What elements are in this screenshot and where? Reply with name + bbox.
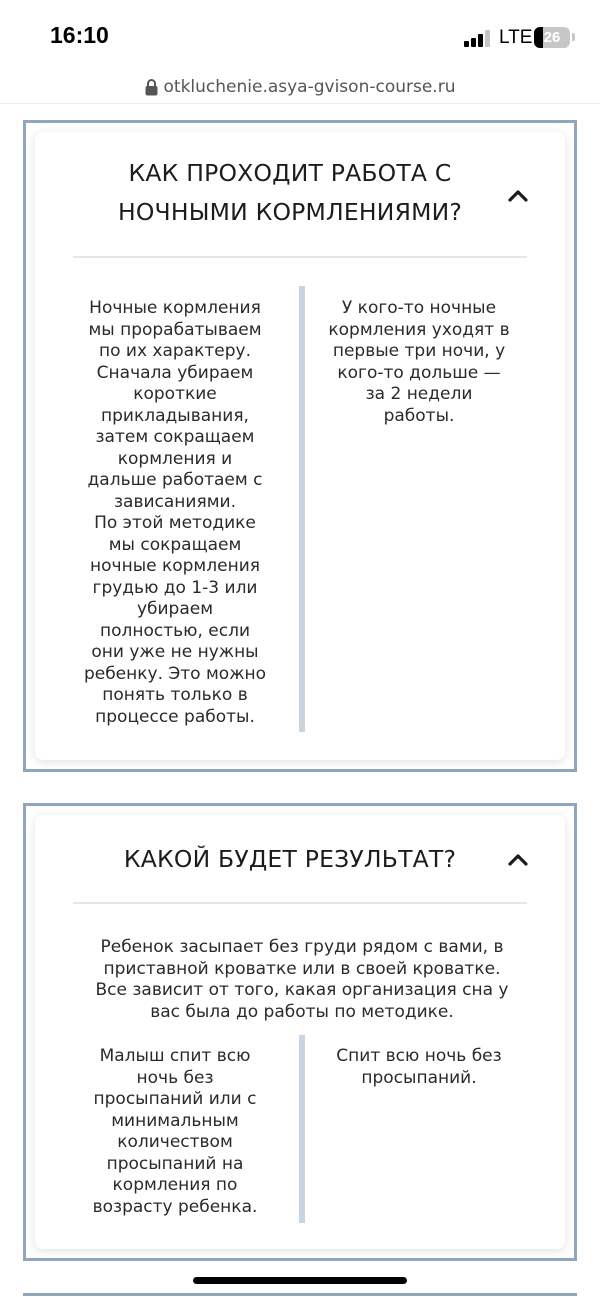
faq-title[interactable] (75, 154, 505, 232)
chevron-up-icon[interactable] (506, 187, 530, 203)
text-line: просыпаний. (361, 1067, 477, 1088)
faq-title-line: НОЧНЫМИ КОРМЛЕНИЯМИ? (117, 198, 463, 226)
address-bar[interactable] (0, 70, 600, 104)
text-line: грудью до 1-3 или (92, 577, 258, 598)
faq-divider (73, 902, 527, 904)
faq-item-result (23, 803, 577, 1261)
battery-icon (534, 27, 570, 48)
text-line: ребенку. Это можно (83, 663, 267, 684)
text-line: просыпаний на (106, 1153, 244, 1174)
text-line: кормления и (117, 448, 233, 469)
faq-item-night-feedings (23, 120, 577, 772)
result-left-column (75, 1046, 275, 1218)
text-line: минимальным (111, 1110, 239, 1131)
text-line: кормления по (112, 1175, 238, 1195)
status-time: 16:10 (50, 22, 109, 48)
text-line: зависаниями. (114, 491, 236, 512)
text-line: по их характеру. (98, 341, 251, 361)
text-line: понять только в (102, 685, 248, 705)
url-text[interactable]: otkluchenie.asya-gvison-course.ru (163, 76, 456, 97)
status-bar (0, 0, 600, 70)
text-line: приставной кроватке или в своей кроватке. (103, 958, 501, 979)
text-line: мы прорабатываем (88, 319, 262, 340)
text-line: Все зависит от того, какая организация сна у (95, 980, 509, 1000)
text-line: процессе работы. (95, 706, 255, 727)
faq-card (35, 815, 565, 1249)
faq-card (35, 132, 565, 760)
battery-nub (572, 33, 575, 41)
text-line: ночь без (136, 1067, 214, 1088)
faq-right-column (319, 298, 519, 427)
signal-icon (464, 29, 492, 47)
chevron-up-icon[interactable] (506, 851, 530, 867)
home-indicator[interactable] (193, 1277, 407, 1284)
text-line: возрасту ребенка. (92, 1196, 258, 1217)
network-label: LTE (499, 27, 533, 48)
lock-icon (145, 78, 158, 96)
text-line: кормления уходят в (328, 319, 510, 340)
text-line: они уже не нужны (91, 642, 259, 662)
column-divider (299, 286, 305, 732)
text-line: Сначала убираем (96, 362, 254, 383)
text-line: мы сокращаем (108, 534, 242, 555)
column-divider (299, 1035, 305, 1223)
faq-title-line: КАК ПРОХОДИТ РАБОТА С (128, 159, 452, 187)
text-line: первые три ночи, у (332, 341, 506, 361)
text-line: ночные кормления (90, 556, 260, 576)
text-line: за 2 недели (365, 384, 473, 404)
text-line: затем сокращаем (95, 427, 255, 447)
text-line: вас была до работы по методике. (150, 1001, 454, 1022)
text-line: короткие (133, 384, 217, 404)
text-line: Ребенок засыпает без груди рядом с вами, в (100, 937, 504, 957)
faq-left-column (75, 298, 275, 728)
text-line: Малыш спит всю (99, 1046, 251, 1066)
text-line: прикладывания, (101, 405, 249, 426)
text-line: У кого-то ночные (341, 298, 497, 318)
battery-level: 26 (543, 29, 561, 46)
text-line: дальше работаем с (87, 470, 263, 490)
result-intro (65, 937, 539, 1023)
text-line: кого-то дольше — (337, 362, 501, 383)
text-line: Ночные кормления (89, 298, 261, 318)
text-line: убираем (136, 599, 214, 619)
text-line: Спит всю ночь без (336, 1046, 502, 1066)
faq-title[interactable] (75, 840, 505, 879)
text-line: полностью, если (99, 620, 250, 641)
faq-title-line: КАКОЙ БУДЕТ РЕЗУЛЬТАТ? (123, 845, 457, 873)
text-line: По этой методике (94, 513, 256, 533)
faq-divider (73, 256, 527, 258)
text-line: просыпаний или с (93, 1089, 257, 1109)
text-line: количеством (117, 1132, 233, 1152)
result-right-column (319, 1046, 519, 1089)
next-faq-item-edge (23, 1293, 577, 1297)
text-line: работы. (383, 405, 455, 426)
